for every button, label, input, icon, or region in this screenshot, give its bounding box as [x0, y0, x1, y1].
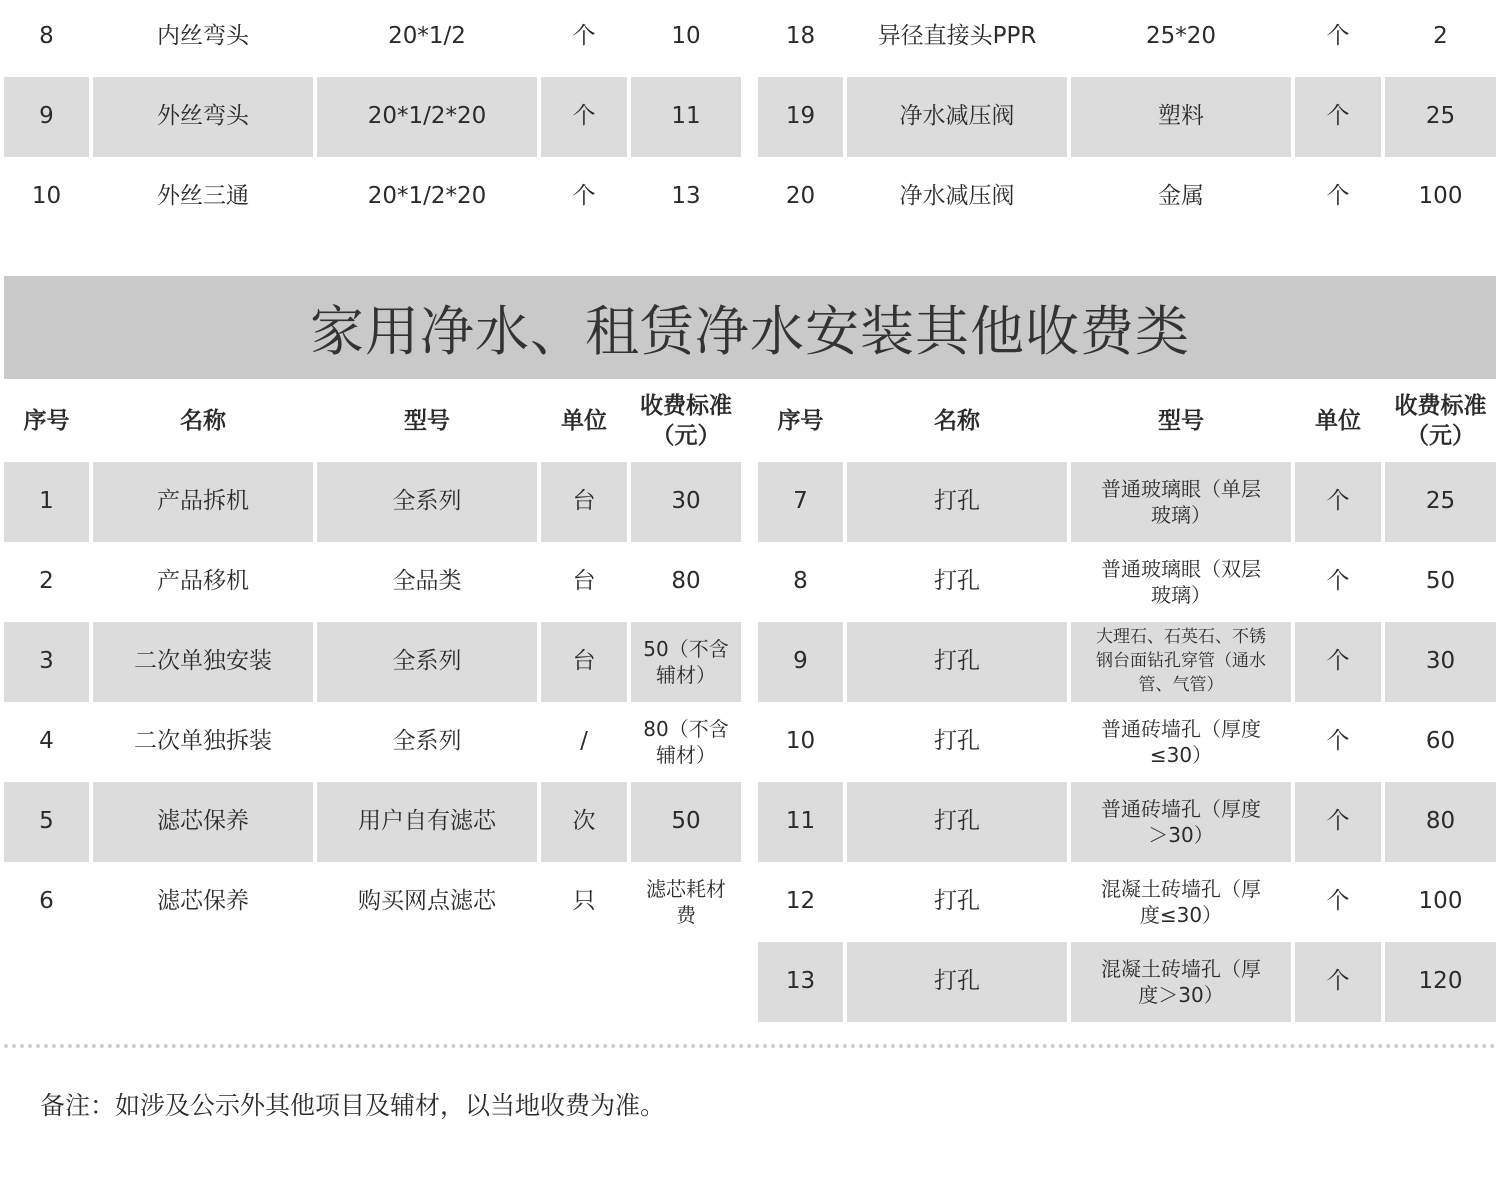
header-no: 序号 — [758, 382, 847, 462]
table-row — [4, 0, 741, 77]
cell-price: 120 — [1385, 942, 1496, 1022]
cell-model: 用户自有滤芯 — [317, 782, 541, 862]
cell-name: 异径直接头PPR — [847, 0, 1071, 77]
cell-name: 打孔 — [847, 782, 1071, 862]
cell-name: 外丝三通 — [93, 157, 317, 237]
cell-name: 打孔 — [847, 942, 1071, 1022]
cell-unit: 只 — [541, 862, 631, 942]
cell-price: 30 — [1385, 622, 1496, 702]
cell-price: 25 — [1385, 77, 1496, 157]
cell-model: 混凝土砖墙孔（厚 度＞30） — [1071, 942, 1295, 1022]
cell-model: 全系列 — [317, 462, 541, 542]
cell-no: 10 — [758, 702, 847, 782]
cell-unit: / — [541, 702, 631, 782]
cell-unit: 个 — [1295, 0, 1385, 77]
cell-name: 产品移机 — [93, 542, 317, 622]
table-row — [4, 622, 741, 702]
cell-unit: 个 — [1295, 77, 1385, 157]
table-row — [4, 862, 741, 942]
cell-no: 1 — [4, 462, 93, 542]
header-no: 序号 — [4, 382, 93, 462]
cell-name: 打孔 — [847, 622, 1071, 702]
cell-unit: 台 — [541, 462, 631, 542]
cell-no: 7 — [758, 462, 847, 542]
fee-table-right — [758, 382, 1496, 1022]
table-row — [4, 542, 741, 622]
cell-name: 打孔 — [847, 542, 1071, 622]
cell-unit: 个 — [541, 0, 631, 77]
table-row — [4, 702, 741, 782]
cell-model: 普通砖墙孔（厚度 ≤30） — [1071, 702, 1295, 782]
fee-table-left — [4, 382, 741, 942]
cell-price: 滤芯耗材 费 — [646, 877, 726, 927]
table-row — [758, 702, 1496, 782]
footnote: 备注：如涉及公示外其他项目及辅材，以当地收费为准。 — [40, 1091, 666, 1120]
cell-name: 滤芯保养 — [93, 782, 317, 862]
table-row — [4, 782, 741, 862]
cell-unit: 个 — [1295, 622, 1385, 702]
cell-price: 80（不含 辅材） — [643, 717, 729, 767]
cell-price: 25 — [1385, 462, 1496, 542]
table-row — [758, 77, 1496, 157]
section-title: 家用净水、租赁净水安装其他收费类 — [4, 276, 1496, 379]
cell-model: 塑料 — [1071, 77, 1295, 157]
table-row — [758, 462, 1496, 542]
cell-price: 13 — [671, 183, 701, 210]
cell-unit: 个 — [1295, 702, 1385, 782]
header-model: 型号 — [1071, 382, 1295, 462]
cell-model: 全品类 — [317, 542, 541, 622]
cell-no: 12 — [758, 862, 847, 942]
cell-name: 滤芯保养 — [93, 862, 317, 942]
cell-model: 25*20 — [1071, 0, 1295, 77]
cell-price: 2 — [1433, 23, 1448, 50]
cell-no: 3 — [4, 622, 93, 702]
header-price: 收费标准 （元） — [640, 393, 732, 449]
cell-no: 5 — [4, 782, 93, 862]
cell-unit: 个 — [1295, 862, 1385, 942]
cell-unit: 次 — [541, 782, 631, 862]
cell-unit: 个 — [1295, 157, 1385, 237]
cell-no: 10 — [4, 157, 93, 237]
table-row — [758, 782, 1496, 862]
cell-unit: 台 — [541, 622, 631, 702]
cell-price: 50 — [631, 782, 741, 862]
cell-price: 100 — [1418, 888, 1463, 915]
cell-unit: 个 — [541, 77, 631, 157]
table-header-row — [4, 382, 741, 462]
cell-no: 8 — [4, 0, 93, 77]
cell-price: 30 — [631, 462, 741, 542]
cell-price: 50（不含 辅材） — [631, 622, 741, 702]
cell-unit: 个 — [1295, 542, 1385, 622]
cell-no: 8 — [758, 542, 847, 622]
cell-no: 6 — [4, 862, 93, 942]
header-name: 名称 — [847, 382, 1071, 462]
cell-no: 20 — [758, 157, 847, 237]
cell-price: 80 — [671, 568, 701, 595]
cell-name: 内丝弯头 — [93, 0, 317, 77]
cell-no: 4 — [4, 702, 93, 782]
cell-no: 11 — [758, 782, 847, 862]
table-row — [4, 462, 741, 542]
cell-model: 20*1/2*20 — [317, 157, 541, 237]
dotted-divider — [4, 1044, 1496, 1048]
cell-no: 13 — [758, 942, 847, 1022]
header-price: 收费标准 （元） — [1394, 393, 1487, 449]
cell-unit: 台 — [541, 542, 631, 622]
cell-name: 净水减压阀 — [847, 157, 1071, 237]
table-header-row — [758, 382, 1496, 462]
top-table-left — [4, 0, 741, 237]
cell-model: 全系列 — [317, 702, 541, 782]
cell-price: 60 — [1425, 728, 1456, 755]
table-row — [758, 622, 1496, 702]
cell-no: 19 — [758, 77, 847, 157]
cell-unit: 个 — [541, 157, 631, 237]
header-name: 名称 — [93, 382, 317, 462]
cell-unit: 个 — [1295, 942, 1385, 1022]
cell-no: 18 — [758, 0, 847, 77]
cell-model: 金属 — [1071, 157, 1295, 237]
table-row — [4, 157, 741, 237]
cell-name: 打孔 — [847, 862, 1071, 942]
cell-unit: 个 — [1295, 462, 1385, 542]
cell-model: 购买网点滤芯 — [317, 862, 541, 942]
top-table-right — [758, 0, 1496, 237]
cell-price: 50 — [1425, 568, 1456, 595]
cell-name: 二次单独安装 — [93, 622, 317, 702]
table-row — [758, 862, 1496, 942]
table-row — [758, 0, 1496, 77]
cell-model: 大理石、石英石、不锈 钢台面钻孔穿管（通水 管、气管） — [1071, 622, 1295, 702]
cell-model: 普通玻璃眼（双层 玻璃） — [1071, 542, 1295, 622]
cell-no: 9 — [4, 77, 93, 157]
cell-price: 100 — [1418, 183, 1463, 210]
cell-no: 2 — [4, 542, 93, 622]
cell-model: 全系列 — [317, 622, 541, 702]
header-model: 型号 — [317, 382, 541, 462]
cell-no: 9 — [758, 622, 847, 702]
cell-name: 二次单独拆装 — [93, 702, 317, 782]
cell-model: 20*1/2 — [317, 0, 541, 77]
cell-model: 混凝土砖墙孔（厚 度≤30） — [1071, 862, 1295, 942]
cell-name: 打孔 — [847, 462, 1071, 542]
table-row — [758, 942, 1496, 1022]
cell-model: 普通砖墙孔（厚度 ＞30） — [1071, 782, 1295, 862]
header-unit: 单位 — [541, 382, 631, 462]
cell-name: 外丝弯头 — [93, 77, 317, 157]
header-unit: 单位 — [1295, 382, 1385, 462]
table-row — [4, 77, 741, 157]
cell-name: 净水减压阀 — [847, 77, 1071, 157]
cell-price: 10 — [671, 23, 701, 50]
cell-unit: 个 — [1295, 782, 1385, 862]
table-row — [758, 542, 1496, 622]
cell-model: 20*1/2*20 — [317, 77, 541, 157]
cell-name: 打孔 — [847, 702, 1071, 782]
table-row — [758, 157, 1496, 237]
cell-name: 产品拆机 — [93, 462, 317, 542]
cell-price: 80 — [1385, 782, 1496, 862]
cell-model: 普通玻璃眼（单层 玻璃） — [1071, 462, 1295, 542]
cell-price: 11 — [631, 77, 741, 157]
